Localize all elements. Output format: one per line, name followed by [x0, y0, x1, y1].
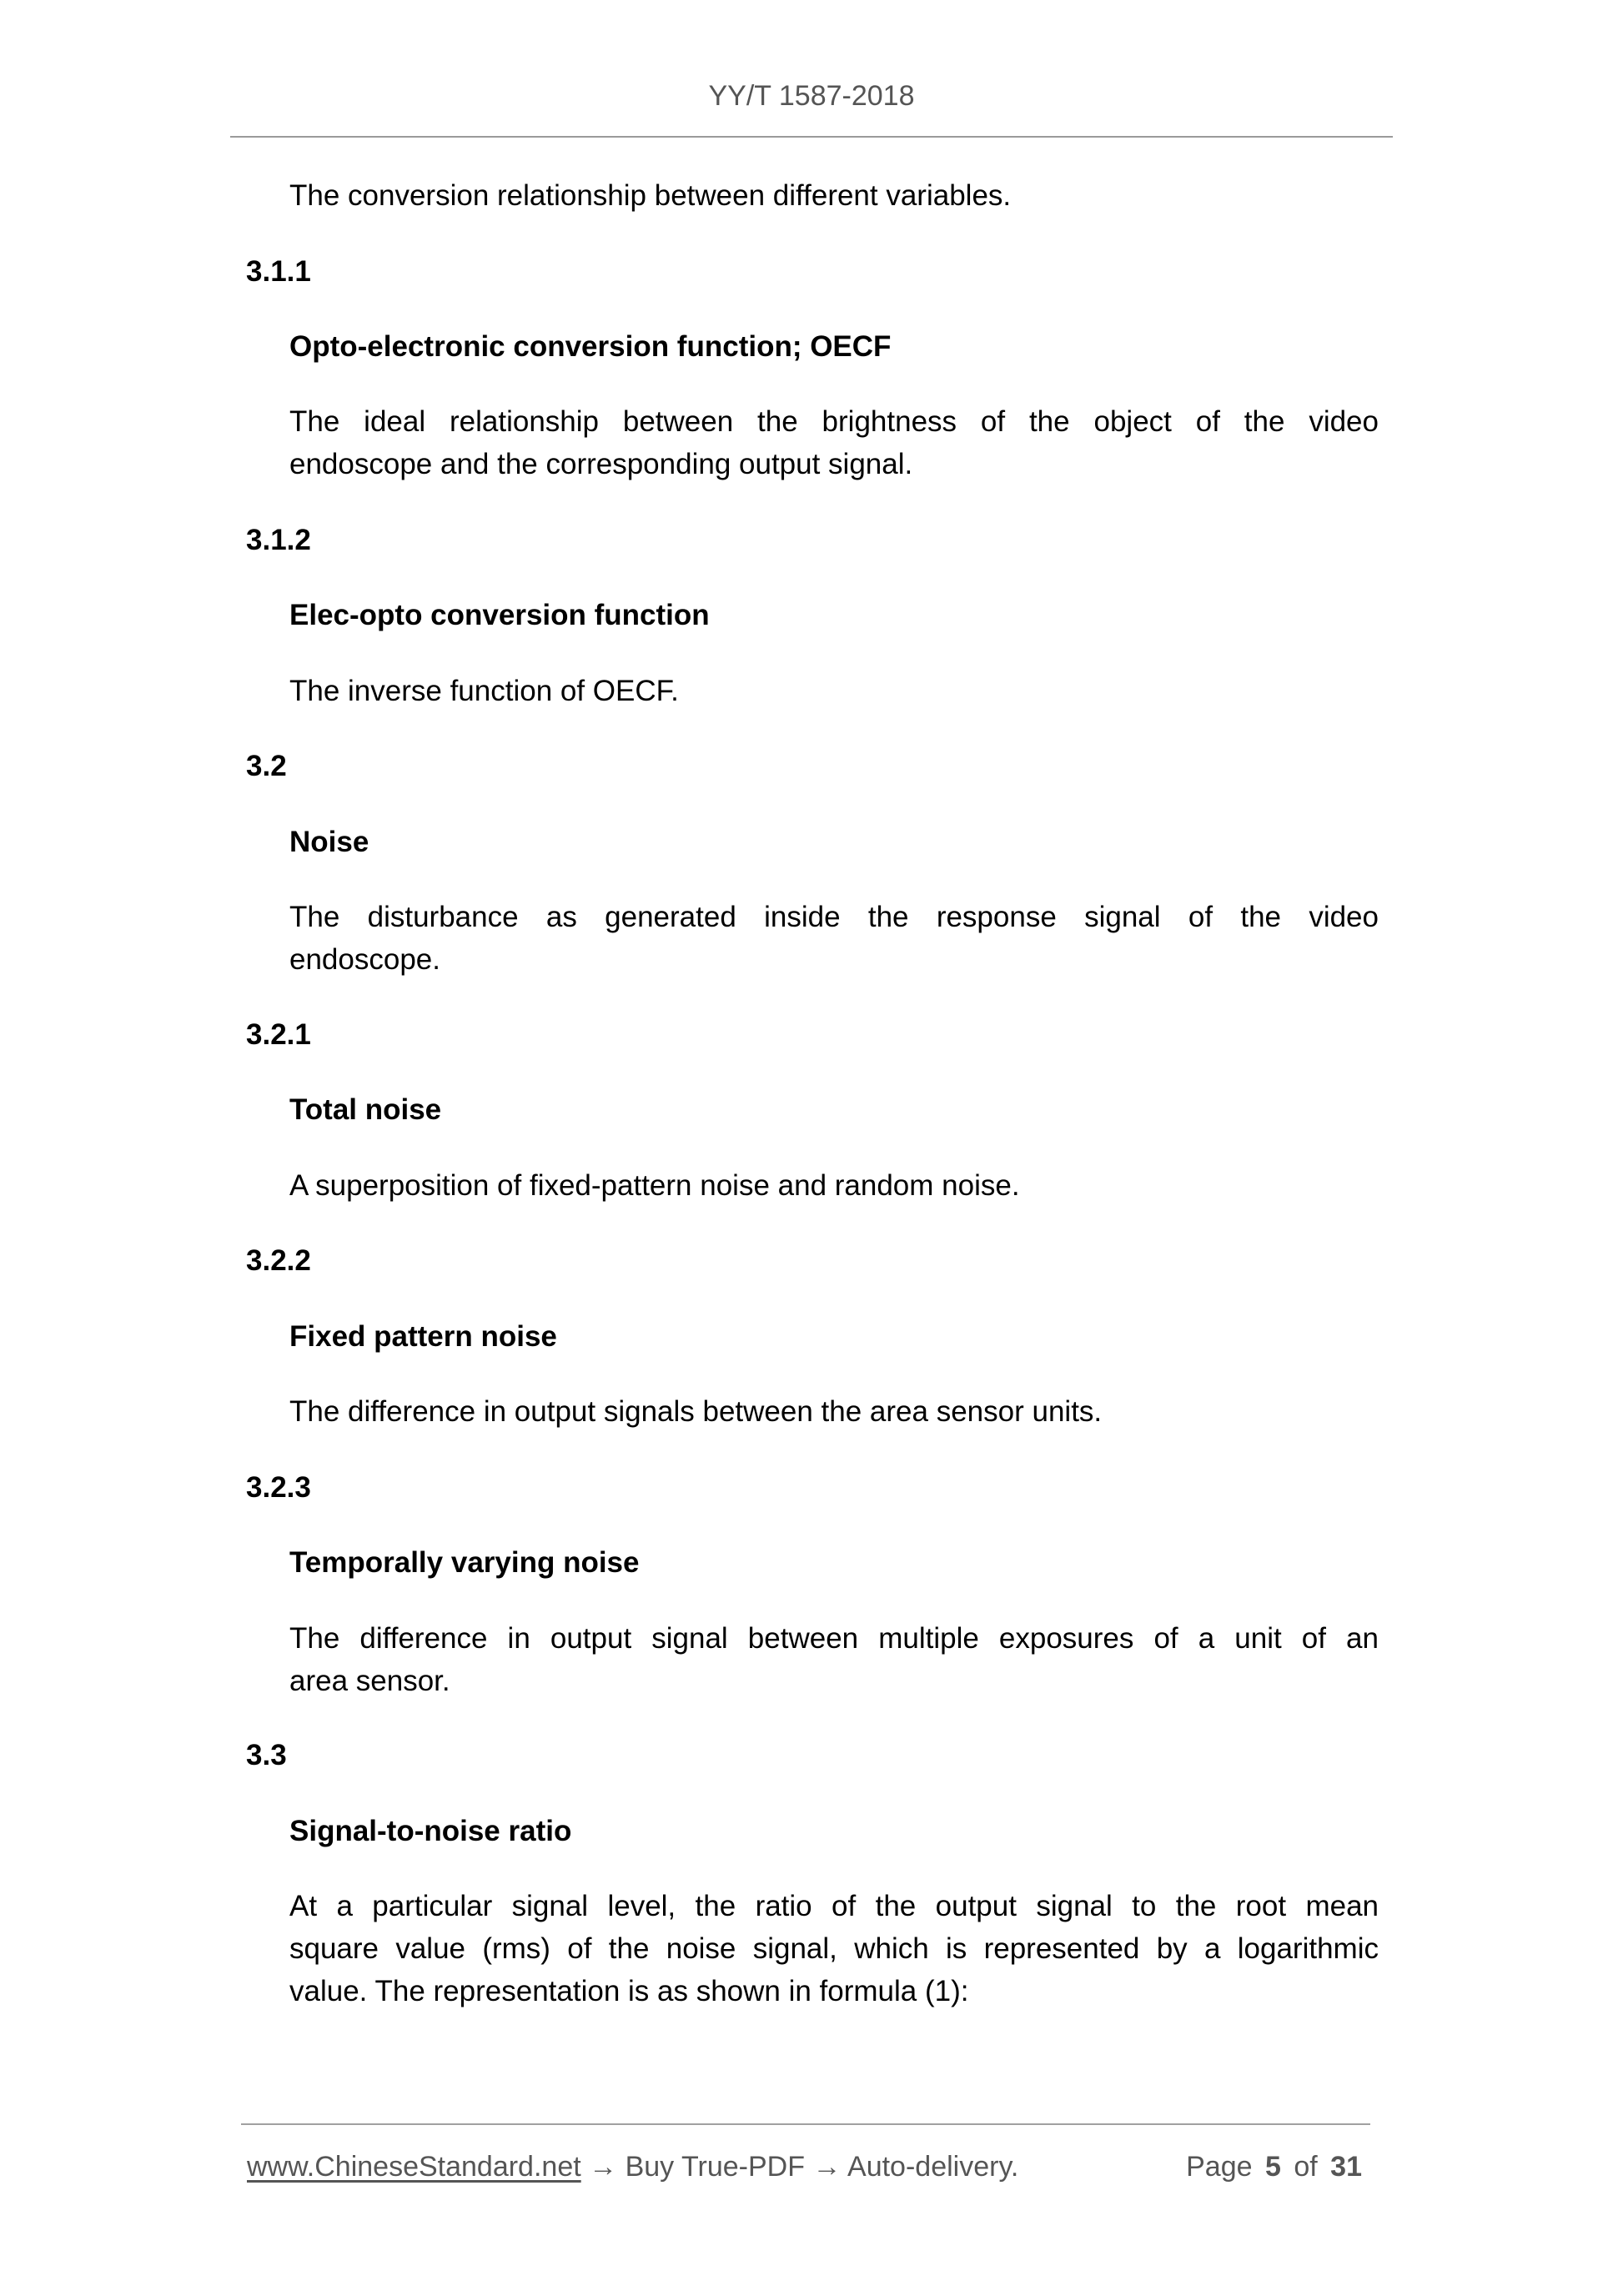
footer-divider: [241, 2123, 1370, 2125]
definition-line: endoscope and the corresponding output signal.: [289, 448, 913, 480]
intro-text: The conversion relationship between different variables.: [289, 179, 1012, 212]
section-number: 3.2.3: [246, 1471, 311, 1504]
header-divider: [230, 136, 1393, 138]
definition-line: A superposition of fixed-pattern noise and random noise.: [289, 1169, 1020, 1202]
arrow-right-icon: →: [812, 2151, 842, 2183]
definition-line: square value (rms) of the noise signal, which is represented by a logarithmic: [289, 1932, 1379, 1965]
definition-line: area sensor.: [289, 1665, 450, 1697]
definition-line: The difference in output signal between multiple exposures of a unit of an: [289, 1622, 1379, 1655]
definition-line: value. The representation is as shown in formula (1):: [289, 1975, 969, 2007]
term-heading: Temporally varying noise: [289, 1546, 640, 1579]
buy-text: Buy True-PDF: [625, 2151, 805, 2183]
definition-line: The difference in output signals between the area sensor units.: [289, 1395, 1103, 1428]
definition-line: endoscope.: [289, 943, 440, 976]
term-heading: Signal-to-noise ratio: [289, 1815, 572, 1847]
definition-line: The ideal relationship between the brightness of the object of the video: [289, 405, 1379, 438]
page-current: 5: [1264, 2151, 1281, 2183]
section-number: 3.2: [246, 750, 287, 782]
page-of-label: of: [1294, 2151, 1318, 2183]
page-footer: [247, 2150, 1362, 2183]
arrow-right-icon: →: [589, 2151, 618, 2183]
term-heading: Total noise: [289, 1093, 442, 1126]
section-number: 3.2.1: [246, 1018, 311, 1051]
term-heading: Fixed pattern noise: [289, 1320, 557, 1353]
page-label: Page: [1186, 2151, 1253, 2183]
term-heading: Opto-electronic conversion function; OECF: [289, 330, 892, 363]
footer-promo: [247, 2150, 1018, 2183]
page-indicator: [1186, 2150, 1362, 2183]
document-standard-code: YY/T 1587-2018: [708, 80, 915, 112]
term-heading: Noise: [289, 826, 369, 858]
definition-line: At a particular signal level, the ratio of the output signal to the root mean: [289, 1890, 1379, 1922]
page-total: 31: [1330, 2151, 1362, 2183]
section-number: 3.1.1: [246, 255, 311, 288]
site-link[interactable]: www.ChineseStandard.net: [247, 2151, 581, 2183]
section-number: 3.2.2: [246, 1244, 311, 1277]
section-number: 3.3: [246, 1739, 287, 1771]
section-number: 3.1.2: [246, 524, 311, 556]
delivery-text: Auto-delivery.: [847, 2151, 1019, 2183]
term-heading: Elec-opto conversion function: [289, 599, 710, 631]
definition-line: The inverse function of OECF.: [289, 675, 679, 707]
definition-line: The disturbance as generated inside the response signal of the video: [289, 901, 1379, 933]
